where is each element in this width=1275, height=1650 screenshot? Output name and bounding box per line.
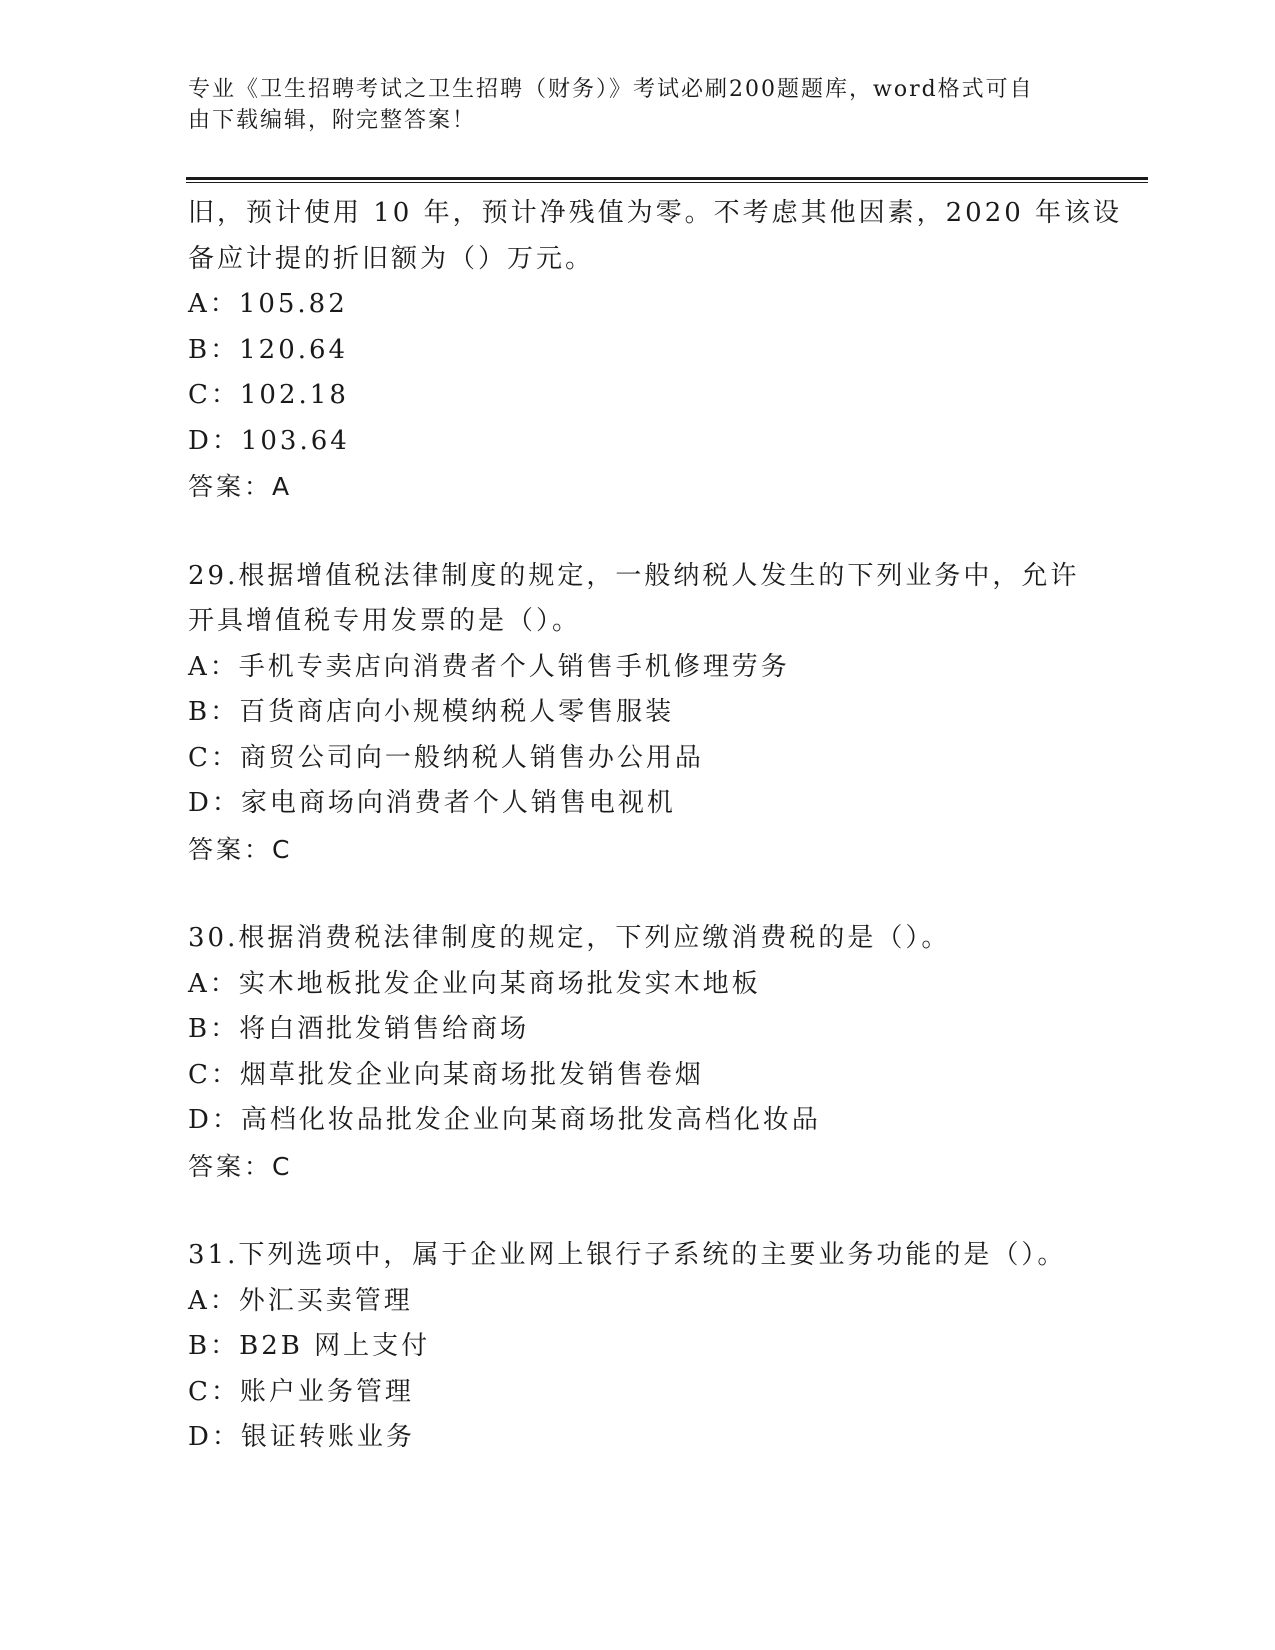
option-b: B：将白酒批发销售给商场	[188, 1014, 530, 1044]
spacer	[188, 1189, 1088, 1233]
option-a: A：105.82	[188, 289, 348, 319]
option-c: C：账户业务管理	[188, 1376, 414, 1407]
option-d: D：家电商场向消费者个人销售电视机	[188, 788, 676, 818]
option-a: A：外汇买卖管理	[188, 1285, 413, 1316]
option-c: C：商贸公司向一般纳税人销售办公用品	[188, 742, 704, 773]
option-d: D：银证转账业务	[188, 1422, 415, 1452]
question-30	[188, 916, 1088, 1189]
header-divider-thin	[186, 182, 1148, 183]
spacer	[188, 872, 1088, 916]
question-text-line: 开具增值税专用发票的是（）。	[188, 606, 582, 636]
question-list	[188, 191, 1123, 1461]
header-line-1: 专业《卫生招聘考试之卫生招聘（财务）》考试必刷200题题库，word格式可自	[188, 77, 1034, 102]
question-text-line: 29.根据增值税法律制度的规定，一般纳税人发生的下列业务中，允许	[188, 560, 1080, 591]
question-text-line: 旧，预计使用 10 年，预计净残值为零。不考虑其他因素，2020 年该设	[188, 198, 1123, 228]
option-a: A：手机专卖店向消费者个人销售手机修理劳务	[188, 651, 790, 682]
question-text-line: 31.下列选项中，属于企业网上银行子系统的主要业务功能的是（）。	[188, 1240, 1067, 1270]
option-c: C：烟草批发企业向某商场批发销售卷烟	[188, 1059, 704, 1090]
page-header	[188, 74, 1088, 136]
option-d: D：高档化妆品批发企业向某商场批发高档化妆品	[188, 1105, 821, 1135]
header-line-2: 由下载编辑，附完整答案！	[188, 108, 477, 133]
answer-line: 答案：A	[188, 472, 293, 501]
answer-line: 答案：C	[188, 1151, 293, 1181]
answer-line: 答案：C	[188, 834, 293, 864]
question-31	[188, 1233, 1088, 1461]
option-b: B：B2B 网上支付	[188, 1331, 431, 1361]
question-text-line: 30.根据消费税法律制度的规定，下列应缴消费税的是（）。	[188, 923, 951, 953]
question-29	[188, 554, 1088, 873]
header-divider-thick	[186, 177, 1148, 180]
option-c: C：102.18	[188, 380, 349, 410]
question-text-line: 备应计提的折旧额为（）万元。	[188, 243, 595, 274]
question-28	[188, 191, 1123, 510]
option-b: B：百货商店向小规模纳税人零售服装	[188, 697, 675, 727]
option-d: D：103.64	[188, 425, 350, 456]
option-b: B：120.64	[188, 334, 349, 365]
option-a: A：实木地板批发企业向某商场批发实木地板	[188, 968, 761, 999]
spacer	[188, 510, 1088, 554]
